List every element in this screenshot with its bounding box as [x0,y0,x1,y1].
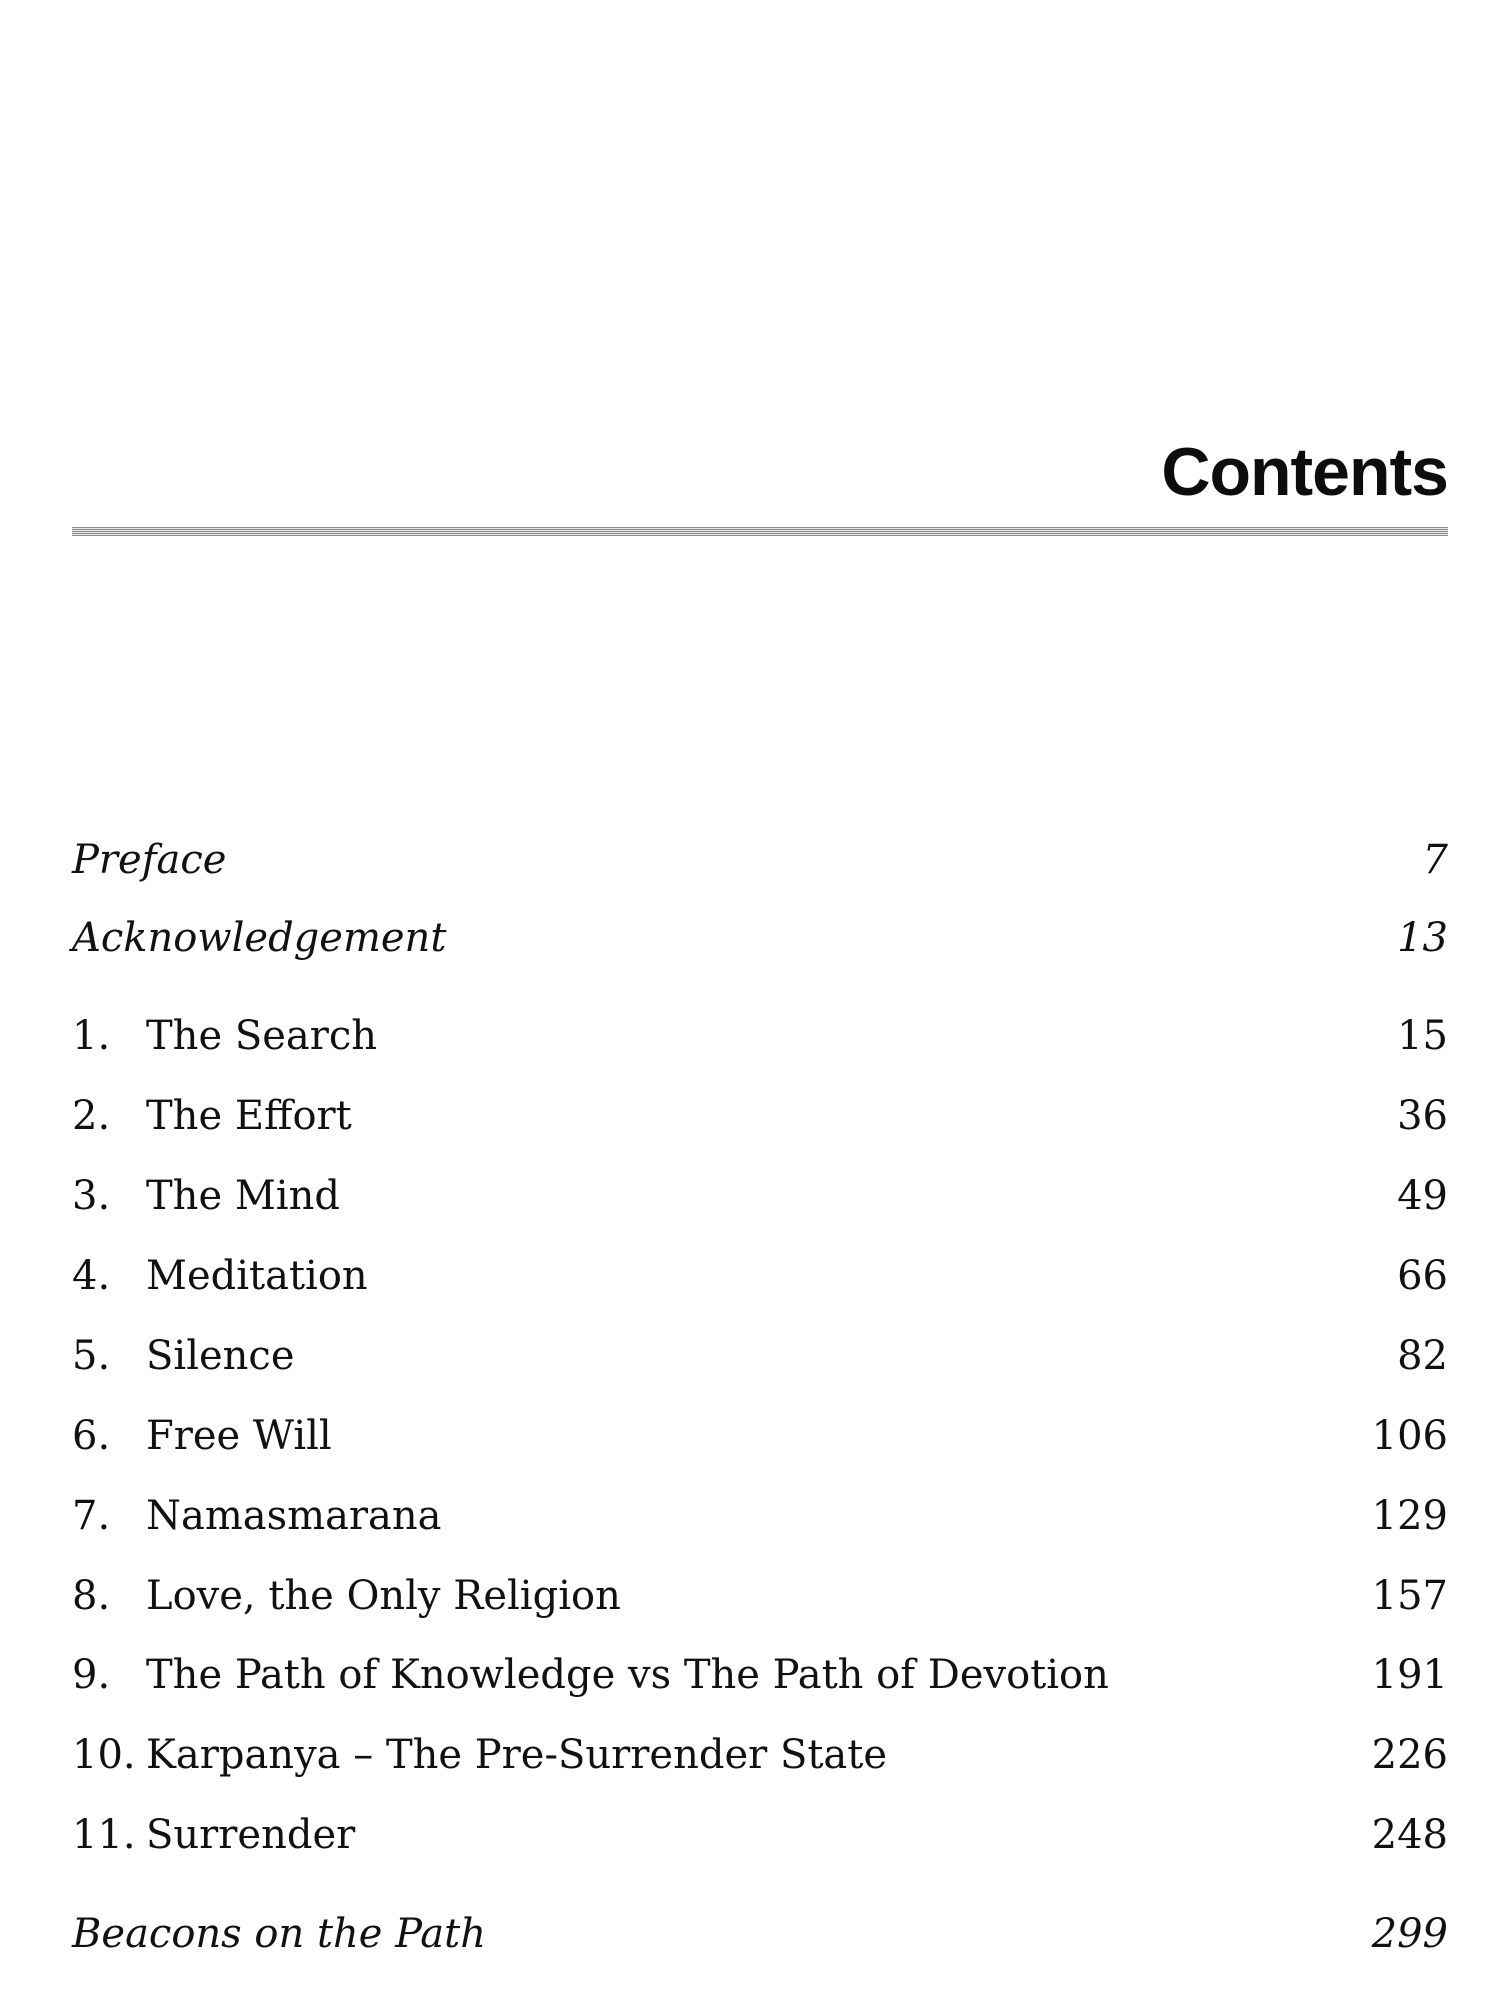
chapter-page: 157 [1371,1573,1448,1619]
chapter-number: 5. [72,1333,111,1379]
chapter-number: 1. [72,1013,111,1059]
chapter-page: 49 [1397,1173,1448,1219]
toc-entry-chapter[interactable] [72,1486,1448,1546]
chapter-number: 10. [72,1732,136,1778]
toc-entry-title: Beacons on the Path [72,1911,486,1957]
chapter-page: 129 [1371,1493,1448,1539]
chapter-title: Meditation [146,1253,368,1299]
toc-entry-chapter[interactable] [72,1645,1448,1705]
toc-entry-title: Acknowledgement [72,915,447,961]
chapter-title: Free Will [146,1413,332,1459]
chapter-number: 11. [72,1812,136,1858]
chapter-page: 15 [1397,1013,1448,1059]
chapter-page: 191 [1371,1652,1448,1698]
chapter-page: 82 [1397,1333,1448,1379]
chapter-title: The Mind [146,1173,340,1219]
toc-entry-chapter[interactable] [72,1805,1448,1865]
chapter-title: Karpanya – The Pre-Surrender State [146,1732,888,1778]
toc-entry-chapter[interactable] [72,1725,1448,1785]
toc-entry-page: 13 [1397,915,1448,961]
toc-entry-chapter[interactable] [72,1566,1448,1626]
chapter-page: 36 [1397,1093,1448,1139]
chapter-title: Surrender [146,1812,356,1858]
chapter-number: 3. [72,1173,111,1219]
chapter-title: The Search [146,1013,378,1059]
toc-entry-chapter[interactable] [72,1326,1448,1386]
toc-entry-chapter[interactable] [72,1006,1448,1066]
chapter-page: 226 [1371,1732,1448,1778]
chapter-number: 2. [72,1093,111,1139]
chapter-number: 8. [72,1573,111,1619]
toc-entry-beacons[interactable] [72,1904,1448,1964]
chapter-title: Namasmarana [146,1493,442,1539]
toc-entry-title: Preface [72,837,227,883]
toc-entry-chapter[interactable] [72,1086,1448,1146]
chapter-title: The Path of Knowledge vs The Path of Devotion [146,1652,1109,1698]
chapter-number: 7. [72,1493,111,1539]
toc-entry-page: 7 [1422,837,1448,883]
chapter-page: 106 [1371,1413,1448,1459]
chapter-title: Silence [146,1333,295,1379]
toc-entry-chapter[interactable] [72,1406,1448,1466]
page-title: Contents [1161,434,1448,510]
chapter-title: The Effort [146,1093,352,1139]
toc-entry-preface[interactable] [72,830,1448,890]
toc-entry-page: 299 [1371,1911,1448,1957]
toc-entry-acknowledgement[interactable] [72,908,1448,968]
title-divider [72,527,1448,536]
toc-entry-chapter[interactable] [72,1246,1448,1306]
chapter-number: 6. [72,1413,111,1459]
chapter-number: 9. [72,1652,111,1698]
chapter-number: 4. [72,1253,111,1299]
toc-entry-chapter[interactable] [72,1166,1448,1226]
chapter-page: 248 [1371,1812,1448,1858]
chapter-title: Love, the Only Religion [146,1573,621,1619]
chapter-page: 66 [1397,1253,1448,1299]
